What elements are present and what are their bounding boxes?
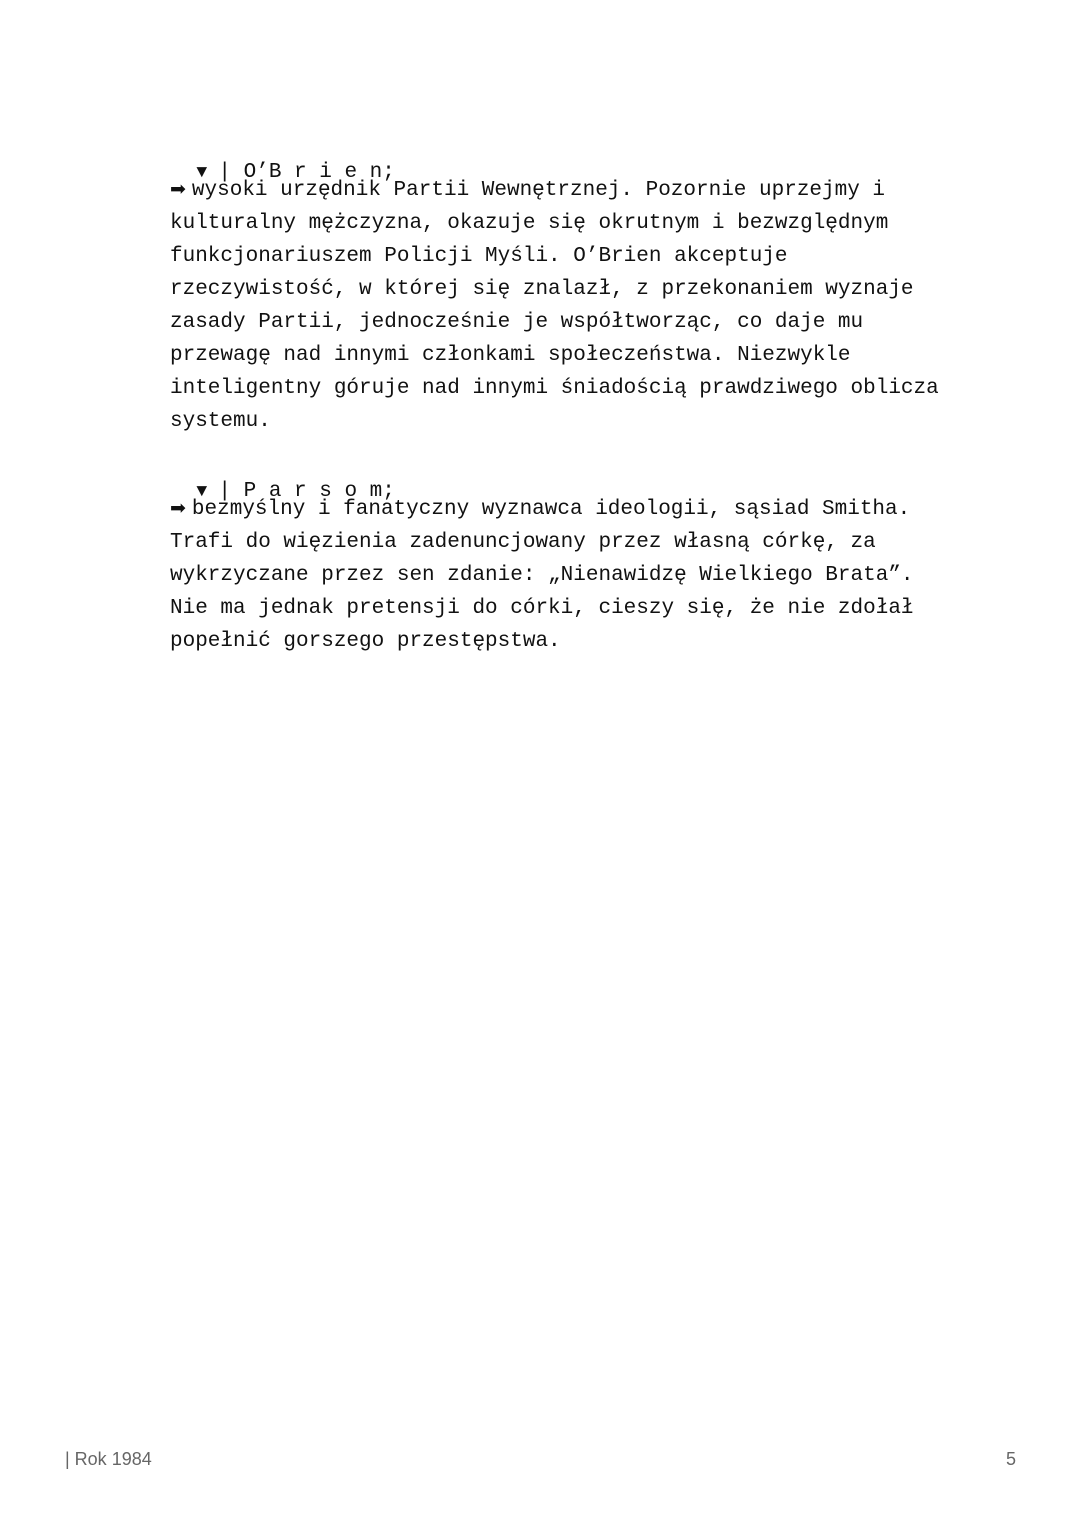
collapse-triangle-icon[interactable]: ▼ (196, 482, 208, 502)
entry-body-obrien (170, 173, 960, 438)
entry-heading-text: | P a r s o m; (218, 480, 395, 503)
entry-body-parsom (170, 492, 960, 658)
entry-heading-text: | O’B r i e n; (218, 161, 395, 184)
page-number: 5 (1005, 1449, 1016, 1469)
footer-title: | Rok 1984 (65, 1449, 152, 1469)
entry-description: wysoki urzędnik Partii Wewnętrznej. Pozornie uprzejmy i kulturalny mężczyzna, okazuje się okrutnym i bezwzględnym funkcjonariuszem Policji Myśli. O’Brien akceptuje rzeczywistość, w której się znalazł, z przekonaniem wyznaje zasady Partii, jednocześnie je współtworząc, co daje mu przewagę nad innymi członkami społeczeństwa. Niezwykle inteligentny góruje nad innymi śniadością prawdziwego oblicza systemu. (170, 179, 939, 433)
arrow-right-icon: ➡ (170, 497, 186, 519)
collapse-triangle-icon[interactable]: ▼ (196, 163, 208, 183)
arrow-right-icon: ➡ (170, 178, 186, 200)
entry-description: bezmyślny i fanatyczny wyznawca ideologii, sąsiad Smitha. Trafi do więzienia zadenuncjowany przez własną córkę, za wykrzyczane przez sen zdanie: „Nienawidzę Wielkiego Brata”. Nie ma jednak pretensji do córki, cieszy się, że nie zdołał popełnić gorszego przestępstwa. (170, 498, 914, 653)
